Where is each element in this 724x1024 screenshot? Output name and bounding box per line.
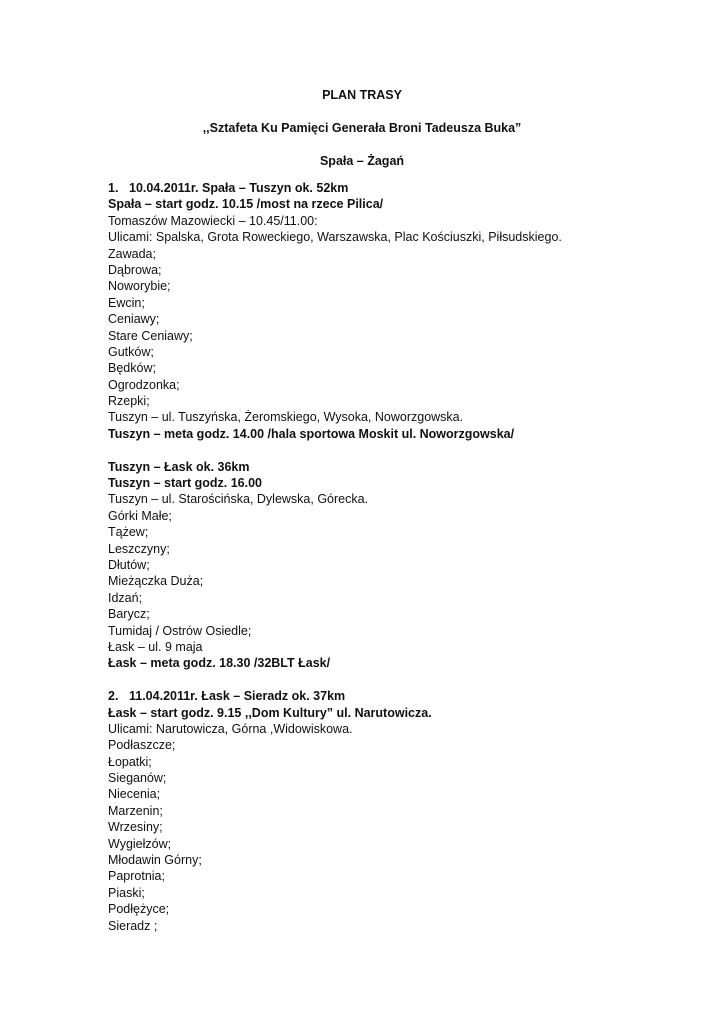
list-item: Gutków; (108, 344, 154, 359)
list-item: Ulicami: Narutowicza, Górna ,Widowiskowa. (108, 721, 353, 736)
day2-number: 2. (108, 689, 119, 704)
list-item: Piaski; (108, 885, 145, 900)
list-item: Niecenia; (108, 787, 161, 802)
list-item: Młodawin Górny; (108, 853, 202, 868)
route-plan (108, 180, 708, 934)
list-item: Noworybie; (108, 279, 171, 294)
list-item: Mieżączka Duża; (108, 574, 204, 589)
list-item: Górki Małe; (108, 508, 172, 523)
day2-start: Łask – start godz. 9.15 ,,Dom Kultury” ul. Narutowicza. (108, 705, 432, 720)
list-item: Tuszyn – ul. Starościńska, Dylewska, Górecka. (108, 492, 369, 507)
list-item: Dąbrowa; (108, 262, 162, 277)
day1-start: Spała – start godz. 10.15 /most na rzece Pilica/ (108, 197, 384, 212)
list-item: Leszczyny; (108, 541, 170, 556)
list-item: Idzań; (108, 590, 143, 605)
list-item: Barycz; (108, 607, 150, 622)
day2-heading: 11.04.2011r. Łask – Sieradz ok. 37km (129, 689, 346, 704)
list-item: Sieradz ; (108, 918, 158, 933)
list-item: Będków; (108, 361, 156, 376)
list-item: Marzenin; (108, 803, 163, 818)
list-item: Ewcin; (108, 295, 145, 310)
document-title: PLAN TRASY (322, 88, 402, 102)
day1-heading-line (108, 180, 708, 196)
day1-heading: 10.04.2011r. Spała – Tuszyn ok. 52km (129, 181, 349, 195)
day1-stage-a-list (108, 213, 708, 426)
list-item: Sieganów; (108, 771, 167, 786)
list-item: Ulicami: Spalska, Grota Roweckiego, Warszawska, Plac Kościuszki, Piłsudskiego. (108, 230, 562, 245)
day1-stage-b-start: Tuszyn – start godz. 16.00 (108, 476, 262, 491)
list-item: Łopatki; (108, 754, 152, 769)
list-item: Stare Ceniawy; (108, 328, 193, 343)
day1-stage-b-list (108, 491, 708, 655)
list-item: Zawada; (108, 246, 156, 261)
day1-finish-b: Łask – meta godz. 18.30 /32BLT Łask/ (108, 656, 331, 671)
document-subtitle: ,,Sztafeta Ku Pamięci Generała Broni Tadeusza Buka” (202, 121, 522, 135)
day1-stage-b-heading: Tuszyn – Łask ok. 36km (108, 459, 250, 474)
list-item: Tuszyn – ul. Tuszyńska, Żeromskiego, Wysoka, Noworzgowska. (108, 410, 464, 425)
day1-number: 1. (108, 181, 119, 195)
spacer (108, 672, 708, 688)
list-item: Rzepki; (108, 394, 150, 409)
list-item: Ceniawy; (108, 312, 160, 327)
day2-stops-list (108, 721, 708, 934)
list-item: Podłaszcze; (108, 738, 176, 753)
list-item: Ogrodzonka; (108, 377, 180, 392)
list-item: Tążew; (108, 525, 149, 540)
route-title: Spała – Żagań (319, 154, 405, 168)
list-item: Dłutów; (108, 557, 150, 572)
list-item: Podłężyce; (108, 902, 170, 917)
list-item: Łask – ul. 9 maja (108, 639, 203, 654)
list-item: Tumidaj / Ostrów Osiedle; (108, 623, 252, 638)
day1-finish-a: Tuszyn – meta godz. 14.00 /hala sportowa Moskit ul. Noworzgowska/ (108, 426, 515, 441)
list-item: Tomaszów Mazowiecki – 10.45/11.00: (108, 213, 318, 228)
list-item: Paprotnia; (108, 869, 165, 884)
spacer (108, 442, 708, 458)
list-item: Wygiełzów; (108, 836, 172, 851)
day2-heading-line (108, 688, 708, 704)
list-item: Wrzesiny; (108, 820, 163, 835)
